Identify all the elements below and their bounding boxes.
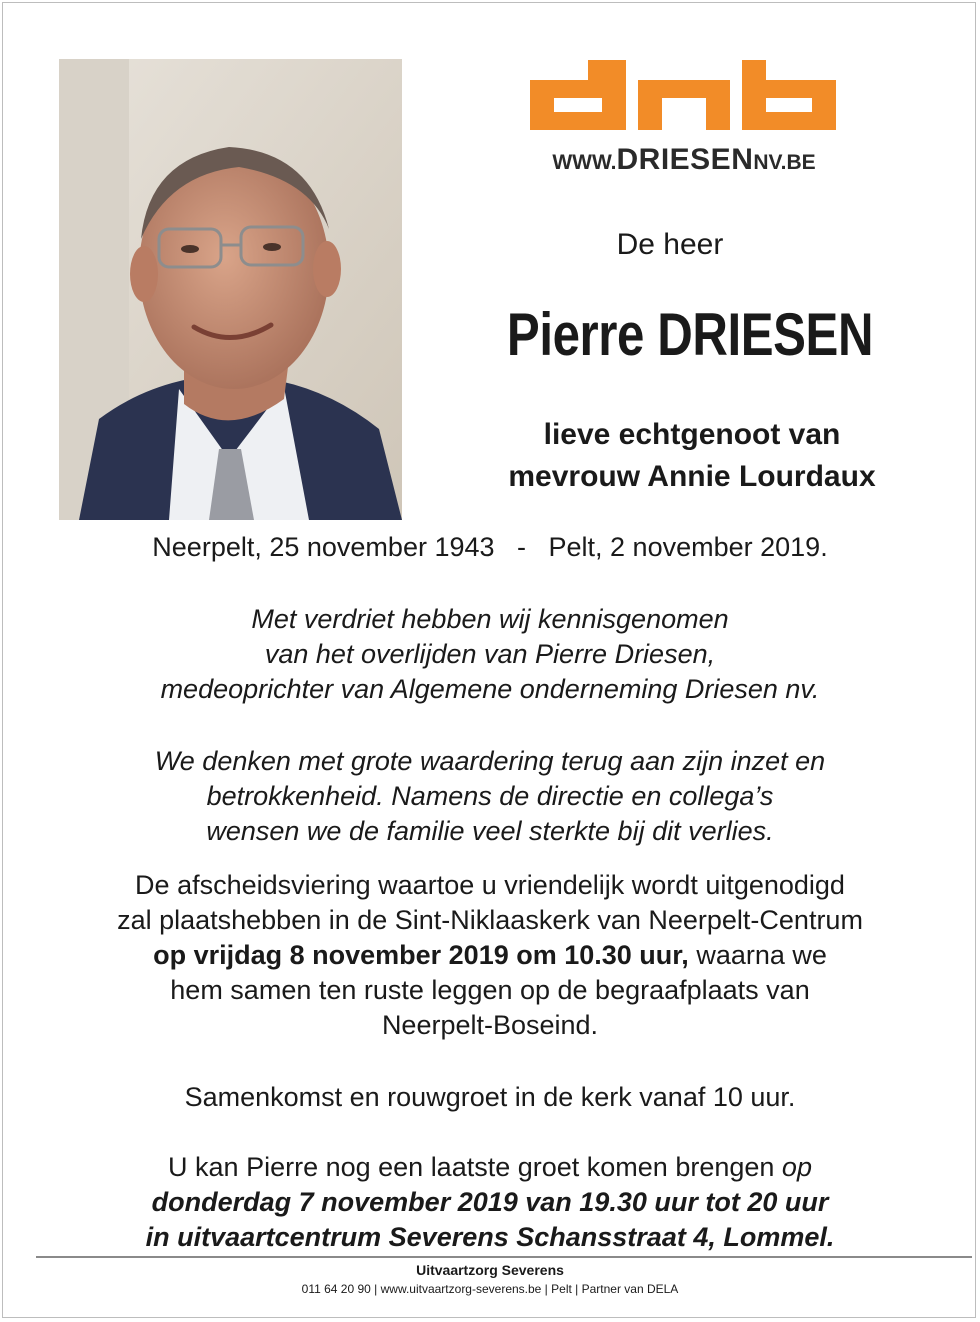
- spouse-line: mevrouw Annie Lourdaux: [508, 460, 876, 493]
- text-line: medeoprichter van Algemene onderneming Driesen nv.: [160, 674, 820, 704]
- visitation-paragraph: [0, 1150, 980, 1255]
- honorific: De heer: [616, 228, 724, 261]
- portrait-photo-icon: [59, 59, 402, 520]
- company-url: [528, 143, 840, 177]
- ceremony-paragraph: [0, 868, 980, 1043]
- text-line: Neerpelt-Boseind.: [381, 1010, 599, 1040]
- text-line: van het overlijden van Pierre Driesen,: [264, 639, 716, 669]
- gathering-text: Samenkomst en rouwgroet in de kerk vanaf 10 uur.: [184, 1082, 796, 1112]
- footer-divider: [36, 1256, 972, 1258]
- dnb-logo-icon: [530, 60, 838, 140]
- funeral-home-name: Uitvaartzorg Severens: [416, 1262, 564, 1278]
- text-line: We denken met grote waardering terug aan zijn inzet en: [154, 746, 826, 776]
- text-line: Met verdriet hebben wij kennisgenomen: [251, 604, 729, 634]
- url-brand: DRIESEN: [616, 143, 754, 176]
- visitation-date: donderdag 7 november 2019 van 19.30 uur tot 20 uur: [151, 1187, 829, 1217]
- text-line: wensen we de familie veel sterkte bij dit verlies.: [206, 816, 774, 846]
- visitation-op: op: [781, 1152, 812, 1182]
- condolence-paragraph: [0, 602, 980, 707]
- deceased-name: Pierre DRIESEN: [506, 301, 874, 368]
- text-line: De afscheidsviering waartoe u vriendelijk wordt uitgenodigd: [135, 870, 845, 900]
- url-prefix: WWW.: [552, 151, 617, 174]
- tribute-paragraph: [0, 744, 980, 849]
- ceremony-rest: waarna we: [688, 940, 827, 970]
- ceremony-date: op vrijdag 8 november 2019 om 10.30 uur,: [153, 940, 689, 970]
- visitation-location: in uitvaartcentrum Severens Schansstraat 4, Lommel.: [145, 1222, 835, 1252]
- life-dates: Neerpelt, 25 november 1943 - Pelt, 2 november 2019.: [152, 532, 828, 562]
- portrait-photo: [59, 59, 402, 520]
- funeral-home-contact: 011 64 20 90 | www.uitvaartzorg-severens.be | Pelt | Partner van DELA: [301, 1282, 679, 1296]
- spouse-line: lieve echtgenoot van: [543, 418, 841, 451]
- text-line: [0, 938, 980, 973]
- text-line: betrokkenheid. Namens de directie en collega’s: [206, 781, 774, 811]
- text-line: zal plaatshebben in de Sint-Niklaaskerk van Neerpelt-Centrum: [117, 905, 863, 935]
- url-suffix: NV.BE: [753, 151, 816, 174]
- text-line: hem samen ten ruste leggen op de begraafplaats van: [170, 975, 810, 1005]
- text-line: [0, 1150, 980, 1185]
- visitation-intro: U kan Pierre nog een laatste groet komen brengen: [168, 1152, 782, 1182]
- spouse-text: [420, 414, 964, 498]
